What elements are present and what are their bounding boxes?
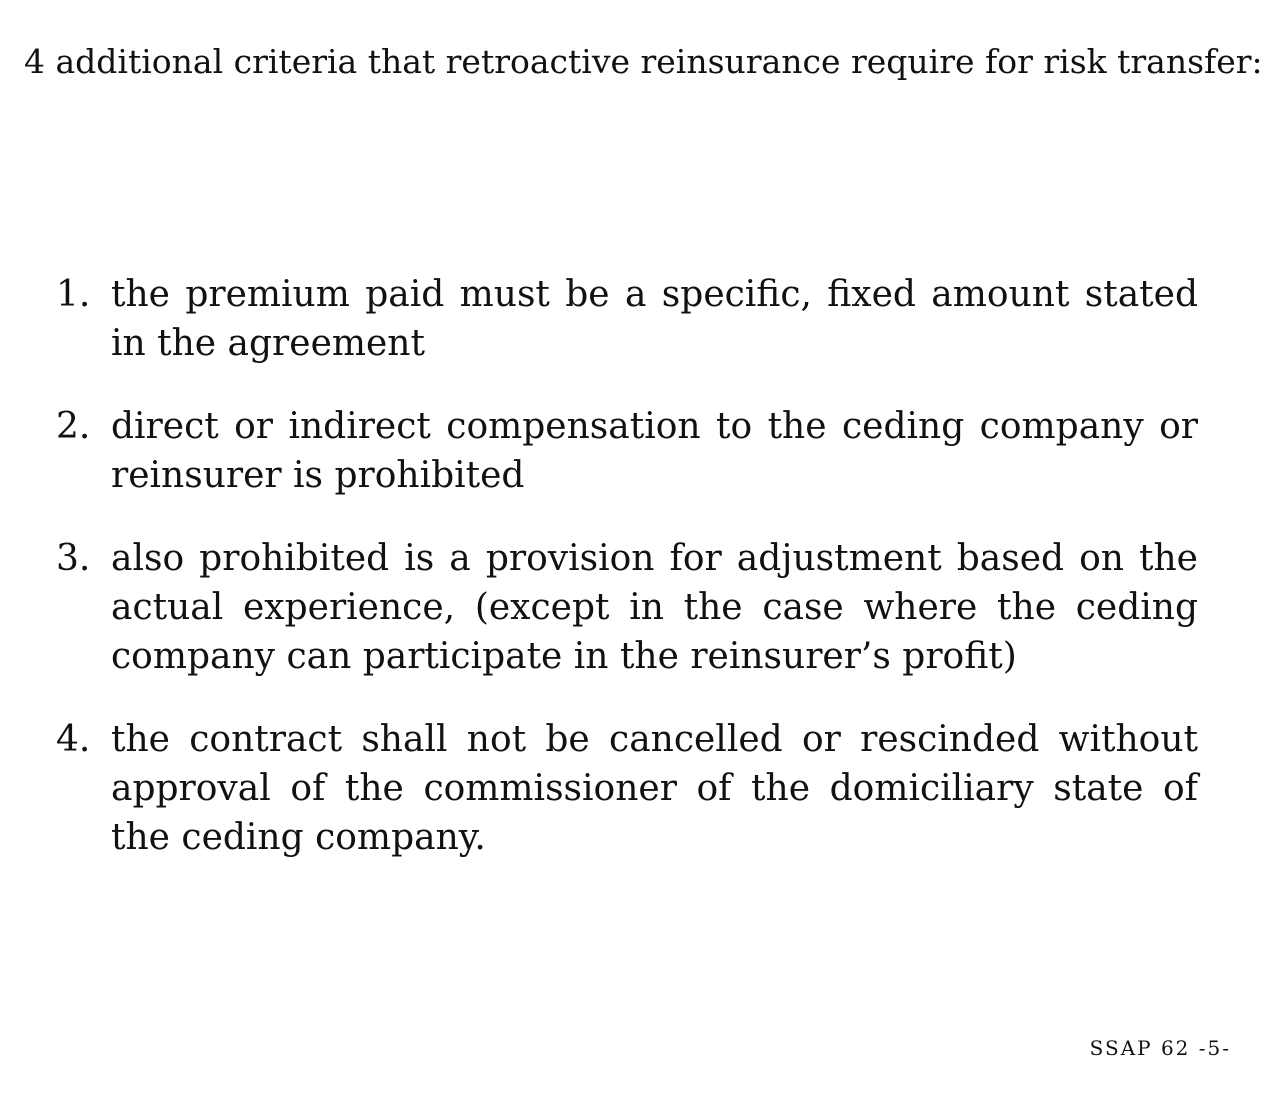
- criteria-list: [56, 270, 1198, 862]
- item-text: direct or indirect compensation to the ceding company or reinsurer is prohibited: [111, 406, 1198, 496]
- criteria-item-2: [56, 402, 1198, 500]
- criteria-item-1: [56, 270, 1198, 368]
- criteria-item-3: [56, 534, 1198, 681]
- item-number: 4.: [56, 719, 91, 760]
- page-footer: SSAP 62 -5-: [1089, 1036, 1231, 1060]
- item-number: 3.: [56, 538, 91, 579]
- criteria-item-4: [56, 715, 1198, 862]
- item-text: the premium paid must be a specific, fixed amount stated in the agreement: [111, 274, 1198, 364]
- item-text: the contract shall not be cancelled or rescinded without approval of the commissioner of the domiciliary state of the ceding company.: [111, 719, 1198, 858]
- slide-title: 4 additional criteria that retroactive reinsurance require for risk transfer:: [24, 42, 1263, 81]
- item-number: 1.: [56, 274, 91, 315]
- item-text: also prohibited is a provision for adjustment based on the actual experience, (except in the case where the ceding company can participate in the reinsurer’s profit): [111, 538, 1198, 677]
- item-number: 2.: [56, 406, 91, 447]
